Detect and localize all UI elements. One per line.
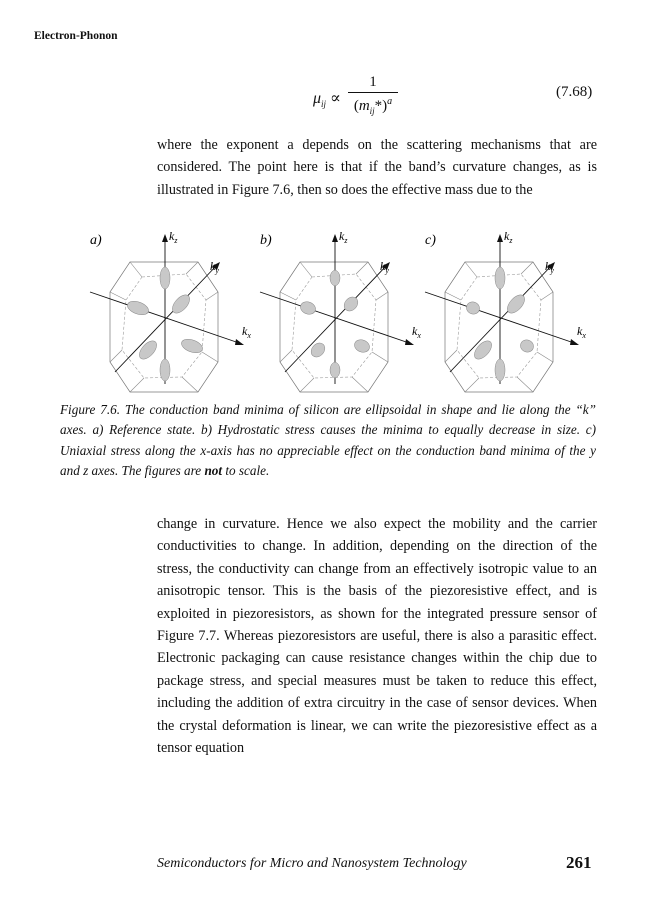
zone-edge — [186, 262, 198, 274]
conduction-band-ellipsoid — [126, 299, 151, 318]
kz-arrow — [332, 234, 338, 242]
conduction-band-ellipsoid — [495, 267, 505, 289]
mu-subscript: ij — [321, 99, 327, 110]
panel-label: b) — [260, 233, 272, 248]
conduction-band-ellipsoid — [353, 338, 372, 355]
figure-caption — [60, 400, 596, 482]
ky-label: $k_y$ — [545, 259, 554, 275]
zone-edge — [300, 378, 314, 392]
zone-edge — [356, 262, 368, 274]
conduction-band-ellipsoid — [495, 359, 505, 381]
panel-label: a) — [90, 233, 102, 248]
caption-text: Figure 7.6. The conduction band minima of silicon are ellipsoidal in shape and lie along the “k” axes. a) Reference state. b) Hydrostatic stress causes the minima to equally decrease in size. c) Uniaxial stress along the x-axis has no appreciable effect on the conduction band minima of the y and z axes. The figures are — [60, 402, 596, 479]
zone-edge — [445, 350, 457, 362]
kz-label: $k_z$ — [504, 229, 513, 245]
kx-arrow — [405, 339, 414, 345]
kz-arrow — [497, 234, 503, 242]
equation-lhs — [313, 88, 341, 109]
zone-edge — [300, 262, 312, 277]
caption-bold: not — [204, 463, 223, 479]
footer-book-title: Semiconductors for Micro and Nanosystem Technology — [157, 856, 467, 871]
zone-edge — [465, 262, 477, 277]
kz-label: $k_z$ — [339, 229, 348, 245]
figure-panel — [260, 229, 421, 392]
conduction-band-ellipsoid — [471, 338, 495, 362]
mu-symbol: μ — [313, 90, 322, 107]
conduction-band-ellipsoid — [341, 294, 360, 313]
conduction-band-ellipsoid — [330, 362, 340, 377]
zone-edge — [110, 350, 122, 362]
kz-arrow — [162, 234, 168, 242]
page-number: 261 — [566, 853, 592, 872]
zone-edge — [465, 378, 479, 392]
panel-label: c) — [425, 233, 436, 248]
equation-fraction — [348, 74, 398, 116]
zone-edge — [280, 350, 292, 362]
fraction-bar — [348, 92, 398, 93]
conduction-band-ellipsoid — [308, 340, 327, 359]
kx-arrow — [570, 339, 579, 345]
conduction-band-ellipsoid — [136, 338, 160, 362]
zone-edge — [182, 377, 198, 392]
ky-label: $k_y$ — [210, 259, 219, 275]
zone-edge — [130, 378, 144, 392]
equation-numerator: 1 — [369, 74, 377, 90]
equation-number: (7.68) — [556, 84, 593, 100]
conduction-band-ellipsoid — [160, 267, 170, 289]
conduction-band-ellipsoid — [330, 270, 340, 285]
caption-end: to scale. — [222, 463, 270, 479]
zone-edge — [376, 292, 388, 300]
zone-edge — [130, 262, 142, 277]
conduction-band-ellipsoid — [180, 337, 205, 356]
proportional-symbol: ∝ — [330, 90, 341, 107]
kx-label: $k_x$ — [577, 324, 586, 340]
kx-arrow — [235, 339, 244, 345]
conduction-band-ellipsoid — [519, 338, 536, 354]
equation-7-68 — [0, 72, 652, 122]
conduction-band-ellipsoid — [299, 300, 318, 317]
equation-denominator: $(m_{ij}*)^a$ — [353, 96, 393, 116]
kx-label: $k_x$ — [412, 324, 421, 340]
zone-edge — [541, 292, 553, 300]
zone-edge — [352, 377, 368, 392]
zone-edge — [372, 352, 388, 362]
figure-panel — [90, 229, 251, 392]
paragraph-1: where the exponent a depends on the scattering mechanisms that are considered. The point here is that if the band’s curvature changes, as is illustrated in Figure 7.6, then so does the effective mass due to the — [157, 137, 597, 198]
conduction-band-ellipsoid — [169, 292, 193, 316]
zone-edge — [517, 377, 533, 392]
paragraph-2: change in curvature. Hence we also expect the mobility and the carrier conductivities to change. In addition, depending on the direction of the stress, the conductivity can change from an effectively isotropic value to an anisotropic tensor. This is the basis of the piezoresistive effect, and is exploited in piezoresistors, as shown for the integrated pressure sensor of Figure 7.7. Whereas piezoresistors are useful, there is also a parasitic effect. Electronic packaging can cause resistance changes within the chip due to package stress, and special measures must be taken to reduce this effect, including the addition of extra circuitry in the case of sensor devices. When the crystal deformation is linear, we can write the piezoresistive effect as a tensor equation — [157, 516, 597, 757]
figure-7-6 — [60, 222, 600, 402]
conduction-band-ellipsoid — [465, 300, 482, 316]
zone-edge — [202, 352, 218, 362]
zone-edge — [110, 292, 126, 300]
kx-label: $k_x$ — [242, 324, 251, 340]
conduction-band-ellipsoid — [504, 292, 528, 316]
zone-edge — [280, 292, 296, 300]
zone-edge — [445, 292, 461, 300]
zone-edge — [206, 292, 218, 300]
figure-panel — [425, 229, 586, 392]
ky-label: $k_y$ — [380, 259, 389, 275]
running-header: Electron-Phonon — [34, 30, 118, 42]
exponent: a — [387, 96, 393, 107]
zone-edge — [521, 262, 533, 274]
conduction-band-ellipsoid — [160, 359, 170, 381]
zone-edge — [537, 352, 553, 362]
kz-label: $k_z$ — [169, 229, 178, 245]
